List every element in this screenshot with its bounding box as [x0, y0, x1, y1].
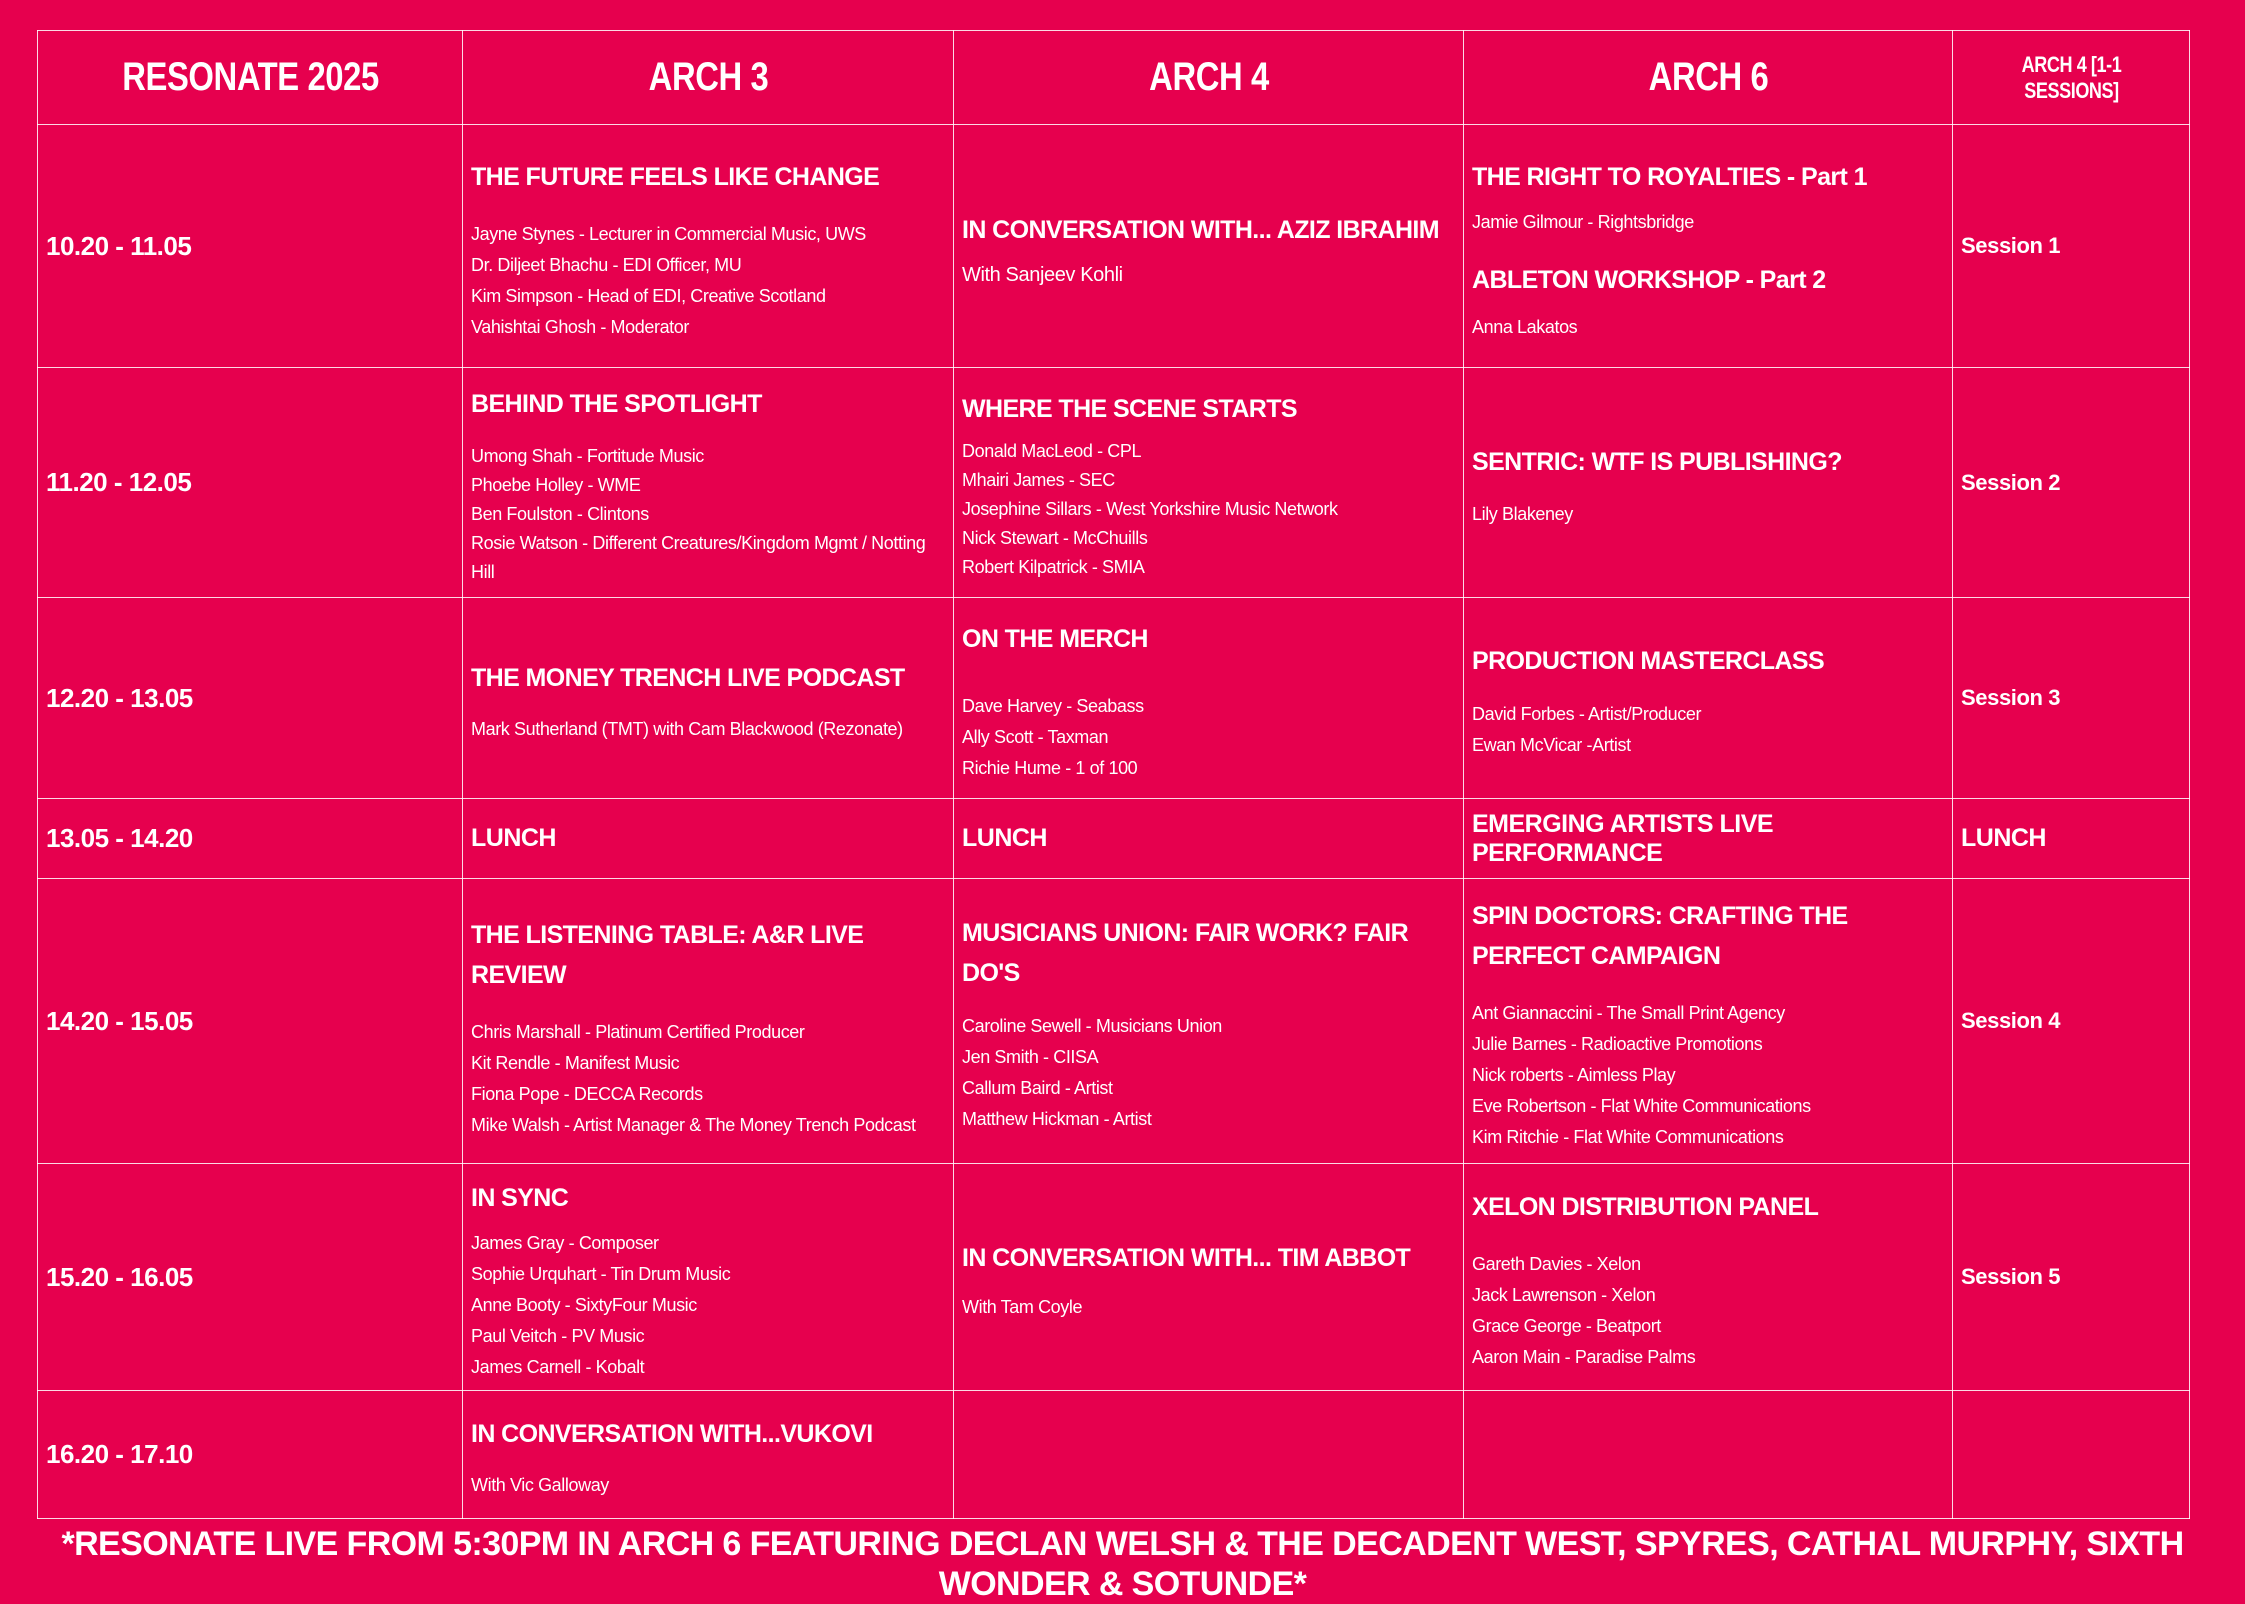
arch6-event	[1464, 368, 1953, 598]
event-title: THE LISTENING TABLE: A&R LIVE REVIEW	[471, 921, 864, 989]
speaker: Kim Ritchie - Flat White Communications	[1472, 1126, 1784, 1147]
speaker: Caroline Sewell - Musicians Union	[962, 1016, 1222, 1036]
arch4-event	[954, 598, 1464, 799]
speaker: Ally Scott - Taxman	[962, 726, 1109, 747]
schedule-table	[37, 30, 2190, 1519]
speaker: Paul Veitch - PV Music	[471, 1325, 645, 1346]
speaker: Kit Rendle - Manifest Music	[471, 1053, 680, 1073]
speaker: Umong Shah - Fortitude Music	[471, 446, 704, 466]
session-slot: Session 1	[1953, 125, 2190, 368]
speaker: Aaron Main - Paradise Palms	[1472, 1347, 1696, 1367]
event-title: SPIN DOCTORS: CRAFTING THE PERFECT CAMPAIGN	[1472, 901, 1848, 970]
table-row	[38, 598, 2190, 799]
time-slot: 16.20 - 17.10	[38, 1391, 463, 1519]
speaker: Anne Booty - SixtyFour Music	[471, 1294, 697, 1315]
speaker: Vahishtai Ghosh - Moderator	[471, 317, 689, 337]
event-title: IN SYNC	[471, 1183, 569, 1212]
event-title: BEHIND THE SPOTLIGHT	[471, 390, 762, 418]
table-row	[38, 368, 2190, 598]
arch3-event	[463, 1164, 954, 1391]
column-header-arch6: ARCH 6	[1508, 31, 1909, 125]
speaker: Grace George - Beatport	[1472, 1316, 1661, 1336]
event-title: PRODUCTION MASTERCLASS	[1472, 647, 1825, 675]
footer-banner: *RESONATE LIVE FROM 5:30PM IN ARCH 6 FEATURING DECLAN WELSH & THE DECADENT WEST, SPYRES, CATHAL MURPHY, SIXTH WONDER & SOTUNDE*	[61, 1525, 2184, 1603]
speaker: James Carnell - Kobalt	[471, 1356, 645, 1377]
speaker: Mhairi James - SEC	[962, 470, 1115, 490]
header-row	[38, 31, 2190, 125]
event-title: THE RIGHT TO ROYALTIES - Part 1	[1472, 163, 1867, 191]
arch4-event	[954, 368, 1464, 598]
event-title: SENTRIC: WTF IS PUBLISHING?	[1472, 448, 1842, 476]
speaker: James Gray - Composer	[471, 1232, 659, 1253]
speaker: Fiona Pope - DECCA Records	[471, 1084, 703, 1104]
event-title-header: RESONATE 2025	[76, 31, 425, 125]
arch3-event	[463, 598, 954, 799]
speaker: Matthew Hickman - Artist	[962, 1109, 1152, 1129]
speaker: Rosie Watson - Different Creatures/Kingdom Mgmt / Notting Hill	[471, 533, 926, 582]
speaker: With Sanjeev Kohli	[962, 263, 1123, 286]
event-title: IN CONVERSATION WITH... AZIZ IBRAHIM	[962, 215, 1439, 244]
arch4-event	[954, 1164, 1464, 1391]
session-slot: Session 3	[1953, 598, 2190, 799]
time-slot: 10.20 - 11.05	[38, 125, 463, 368]
event-title: MUSICIANS UNION: FAIR WORK? FAIR DO'S	[962, 919, 1409, 987]
speaker: Anna Lakatos	[1472, 317, 1578, 337]
arch6-performance: EMERGING ARTISTS LIVE PERFORMANCE	[1464, 799, 1953, 879]
speaker: Kim Simpson - Head of EDI, Creative Scotland	[471, 286, 826, 306]
time-slot: 11.20 - 12.05	[38, 368, 463, 598]
table-row	[38, 879, 2190, 1164]
arch4-lunch: LUNCH	[954, 799, 1464, 879]
speaker: Ewan McVicar -Artist	[1472, 735, 1631, 755]
column-header-arch3: ARCH 3	[507, 31, 910, 125]
arch3-event	[463, 879, 954, 1164]
arch4-event	[954, 125, 1464, 368]
arch3-event	[463, 125, 954, 368]
event-title: THE FUTURE FEELS LIKE CHANGE	[471, 163, 880, 191]
speaker: Jack Lawrenson - Xelon	[1472, 1285, 1656, 1305]
speaker: Robert Kilpatrick - SMIA	[962, 557, 1145, 577]
table-row	[38, 1164, 2190, 1391]
time-slot: 12.20 - 13.05	[38, 598, 463, 799]
speaker: Eve Robertson - Flat White Communications	[1472, 1095, 1811, 1116]
event-title: IN CONVERSATION WITH...VUKOVI	[471, 1420, 873, 1448]
arch3-event	[463, 1391, 954, 1519]
time-slot: 14.20 - 15.05	[38, 879, 463, 1164]
speaker: Nick Stewart - McChuills	[962, 528, 1148, 548]
arch6-empty	[1464, 1391, 1953, 1519]
speaker: Nick roberts - Aimless Play	[1472, 1064, 1676, 1085]
speaker: Ben Foulston - Clintons	[471, 504, 649, 524]
event-title: ABLETON WORKSHOP - Part 2	[1472, 266, 1826, 294]
arch6-event	[1464, 1164, 1953, 1391]
speaker: Dr. Diljeet Bhachu - EDI Officer, MU	[471, 255, 742, 275]
column-header-arch4: ARCH 4	[999, 31, 1417, 125]
speaker: Mark Sutherland (TMT) with Cam Blackwood (Rezonate)	[471, 718, 903, 739]
speaker: Dave Harvey - Seabass	[962, 695, 1144, 716]
arch4-empty	[954, 1391, 1464, 1519]
arch6-event	[1464, 879, 1953, 1164]
speaker: Chris Marshall - Platinum Certified Producer	[471, 1022, 805, 1042]
session-slot: Session 2	[1953, 368, 2190, 598]
table-row	[38, 799, 2190, 879]
speaker: Phoebe Holley - WME	[471, 475, 641, 495]
table-row	[38, 125, 2190, 368]
speaker: With Tam Coyle	[962, 1296, 1083, 1317]
speaker: With Vic Galloway	[471, 1475, 609, 1495]
event-title: THE MONEY TRENCH LIVE PODCAST	[471, 663, 905, 692]
time-slot: 15.20 - 16.05	[38, 1164, 463, 1391]
speaker: Sophie Urquhart - Tin Drum Music	[471, 1263, 731, 1284]
time-slot: 13.05 - 14.20	[38, 799, 463, 879]
session-empty	[1953, 1391, 2190, 1519]
speaker: Jen Smith - CIISA	[962, 1047, 1099, 1067]
speaker: Donald MacLeod - CPL	[962, 441, 1142, 461]
arch3-lunch: LUNCH	[463, 799, 954, 879]
speaker: Gareth Davies - Xelon	[1472, 1254, 1641, 1274]
speaker: Ant Giannaccini - The Small Print Agency	[1472, 1002, 1785, 1023]
session-slot: Session 5	[1953, 1164, 2190, 1391]
event-title: WHERE THE SCENE STARTS	[962, 395, 1297, 423]
speaker: David Forbes - Artist/Producer	[1472, 704, 1702, 724]
event-title: ON THE MERCH	[962, 624, 1148, 653]
session-lunch: LUNCH	[1953, 799, 2190, 879]
speaker: Julie Barnes - Radioactive Promotions	[1472, 1033, 1763, 1054]
speaker: Jayne Stynes - Lecturer in Commercial Music, UWS	[471, 224, 866, 244]
speaker: Jamie Gilmour - Rightsbridge	[1472, 212, 1694, 232]
speaker: Callum Baird - Artist	[962, 1078, 1113, 1098]
event-title: XELON DISTRIBUTION PANEL	[1472, 1193, 1819, 1221]
speaker: Lily Blakeney	[1472, 504, 1573, 524]
event-title: IN CONVERSATION WITH... TIM ABBOT	[962, 1243, 1411, 1272]
arch6-event	[1464, 598, 1953, 799]
speaker: Josephine Sillars - West Yorkshire Music Network	[962, 499, 1338, 519]
column-header-sessions: ARCH 4 [1-1 SESSIONS]	[1974, 31, 2168, 125]
session-slot: Session 4	[1953, 879, 2190, 1164]
arch6-event	[1464, 125, 1953, 368]
table-row	[38, 1391, 2190, 1519]
speaker: Richie Hume - 1 of 100	[962, 757, 1138, 778]
arch4-event	[954, 879, 1464, 1164]
arch3-event	[463, 368, 954, 598]
speaker: Mike Walsh - Artist Manager & The Money Trench Podcast	[471, 1115, 916, 1135]
